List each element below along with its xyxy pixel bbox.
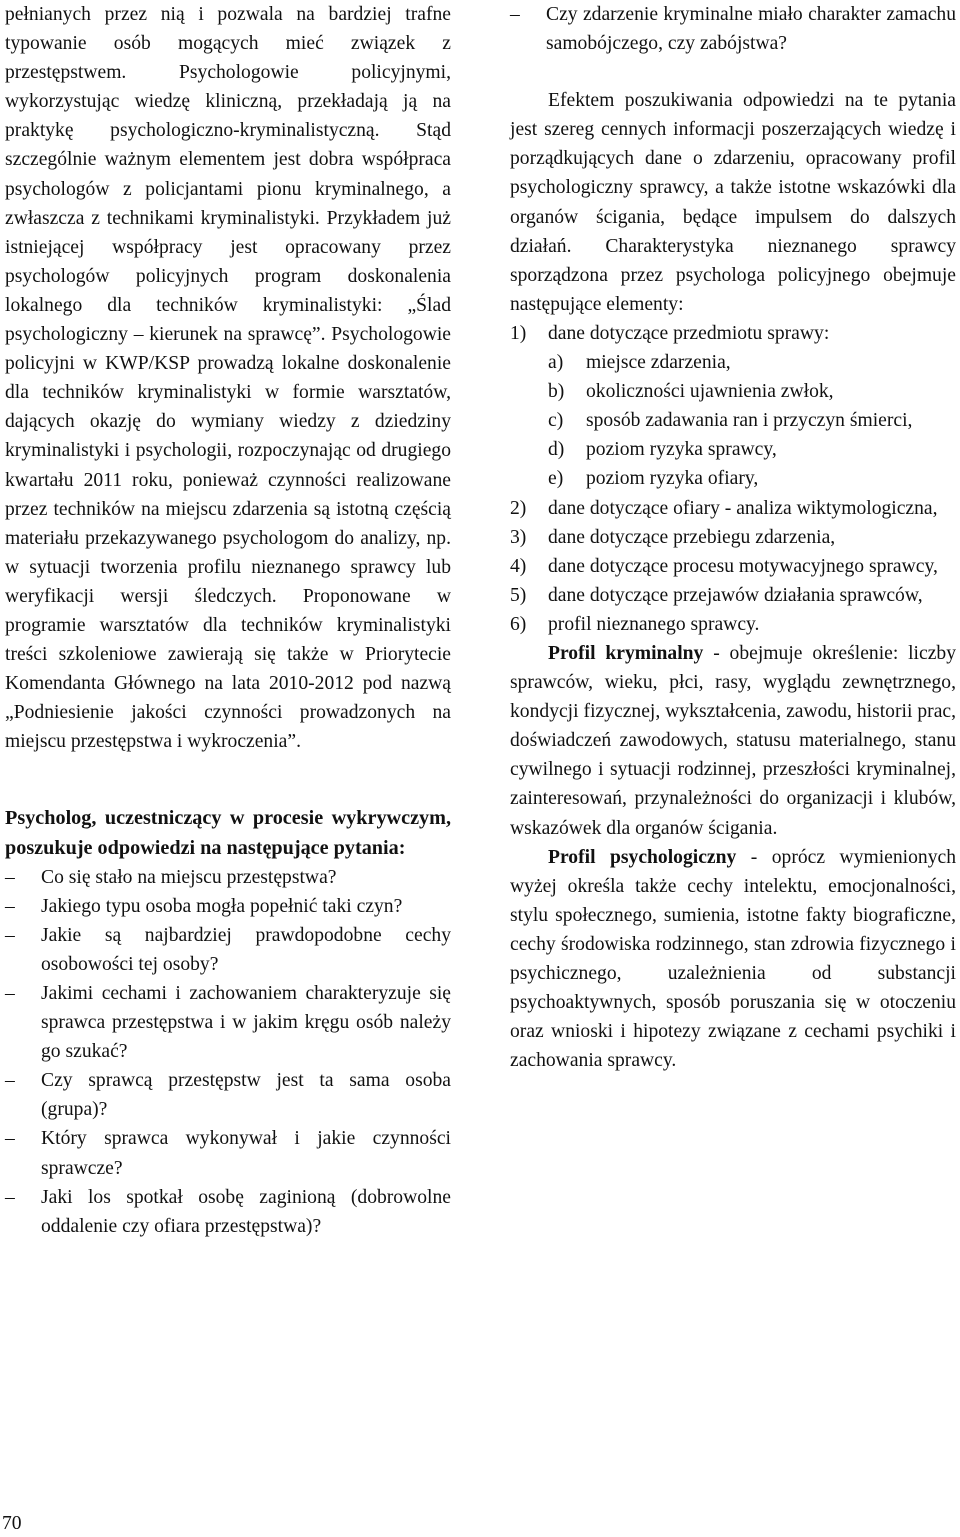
- list-item: [510, 581, 956, 610]
- question-item: [510, 0, 956, 58]
- sub-list-item: [548, 377, 956, 406]
- profil-kryminalny-paragraph: [510, 639, 956, 843]
- list-item: [510, 523, 956, 552]
- profil-psychologiczny-term: Profil psychologiczny: [548, 846, 737, 868]
- list-item-text: dane dotyczące przedmiotu sprawy:: [548, 322, 830, 344]
- profil-kryminalny-text: - obejmuje określenie: liczby sprawców, wieku, płci, rasy, wyglądu zewnętrznego, kondycji fizycznej, wykształcenia, zawodu, historii prac, doświadczeń zawodowych, statusu materialnego, stanu cywilnego i sytuacji rodzinnej, przeszłości kryminalnej, zainteresowań, przynależności do organizacji i klubów, wskazówek dla organów ścigania.: [510, 642, 956, 839]
- question-item: [5, 1066, 451, 1124]
- question-text: Który sprawca wykonywał i jakie czynności sprawcze?: [41, 1128, 451, 1179]
- question-text: Jakiego typu osoba mogła popełnić taki czyn?: [41, 895, 403, 917]
- list-marker: 1): [510, 322, 527, 344]
- question-text: Co się stało na miejscu przestępstwa?: [41, 866, 337, 888]
- dash-marker: –: [5, 895, 15, 917]
- list-marker: 2): [510, 497, 527, 519]
- dash-marker: –: [5, 924, 15, 946]
- question-text: Jakimi cechami i zachowaniem charakteryzuje się sprawca przestępstwa i w jakim kręgu osób należy go szukać?: [41, 983, 451, 1063]
- question-item: [5, 921, 451, 979]
- question-item: [5, 979, 451, 1066]
- list-item: [510, 494, 956, 523]
- sub-list-item: [548, 406, 956, 435]
- list-item-text: miejsce zdarzenia,: [586, 352, 731, 374]
- list-item-text: profil nieznanego sprawcy.: [548, 613, 760, 635]
- section-heading: Psycholog, uczestniczący w procesie wykrywczym, poszukuje odpowiedzi na następujące pytania:: [5, 807, 451, 859]
- dash-marker: –: [5, 1128, 15, 1150]
- list-item: [510, 610, 956, 639]
- list-item-text: okoliczności ujawnienia zwłok,: [586, 381, 834, 403]
- dash-marker: –: [510, 4, 520, 25]
- dash-marker: –: [5, 983, 15, 1004]
- question-item: [5, 1124, 451, 1182]
- sub-list-item: [548, 348, 956, 377]
- dash-marker: –: [5, 1186, 15, 1208]
- dash-marker: –: [5, 1070, 15, 1092]
- profile-elements-list: [510, 319, 956, 639]
- question-item: [5, 892, 451, 921]
- question-text: Jaki los spotkał osobę zaginioną (dobrowolne oddalenie czy ofiara przestępstwa)?: [41, 1186, 451, 1237]
- list-marker: 6): [510, 613, 527, 635]
- list-marker: 5): [510, 584, 527, 606]
- profil-psychologiczny-text: - oprócz wymienionych wyżej określa także cechy intelektu, emocjonalności, stylu społecznego, sumienia, istotne fakty biograficzne, cechy środowiska rodzinnego, stan zdrowia fizycznego i psychicznego, uzależnienia od substancji psychoaktywnych, sposób poruszania się w otoczeniu oraz wnioski i hipotezy związane z cechami psychiki i zachowania sprawcy.: [510, 846, 956, 1072]
- list-marker: 4): [510, 555, 527, 577]
- sub-list-item: [548, 435, 956, 464]
- question-text: Czy sprawcą przestępstw jest ta sama osoba (grupa)?: [41, 1070, 451, 1121]
- list-marker: a): [548, 352, 564, 374]
- question-item: [5, 1183, 451, 1241]
- list-item-text: poziom ryzyka ofiary,: [586, 468, 759, 490]
- list-item-text: sposób zadawania ran i przyczyn śmierci,: [586, 410, 913, 432]
- list-marker: e): [548, 468, 564, 490]
- list-item-text: poziom ryzyka sprawcy,: [586, 439, 777, 461]
- page-number: 70: [2, 1513, 22, 1534]
- question-text: Czy zdarzenie kryminalne miało charakter zamachu samobójczego, czy zabójstwa?: [546, 4, 956, 55]
- list-item: [510, 552, 956, 581]
- list-item-text: dane dotyczące przebiegu zdarzenia,: [548, 526, 836, 548]
- list-item: [510, 319, 956, 494]
- sub-list: [548, 348, 956, 493]
- question-item: [5, 863, 451, 892]
- list-item-text: dane dotyczące przejawów działania sprawców,: [548, 584, 923, 606]
- body-paragraph: Efektem poszukiwania odpowiedzi na te pytania jest szereg cennych informacji poszerzających wiedzę i porządkujących dane o zdarzeniu, opracowany profil psychologiczny sprawcy, a także istotne wskazówki dla organów ścigania, będące impulsem do dalszych działań. Charakterystyka nieznanego sprawcy sporządzona przez psychologa policyjnego obejmuje następujące elementy:: [510, 90, 956, 315]
- sub-list-item: [548, 464, 956, 493]
- list-marker: d): [548, 439, 565, 461]
- left-column: [5, 0, 451, 1241]
- dash-marker: –: [5, 866, 15, 888]
- list-item-text: dane dotyczące procesu motywacyjnego sprawcy,: [548, 555, 938, 577]
- profil-psychologiczny-paragraph: [510, 843, 956, 1076]
- list-marker: c): [548, 410, 564, 432]
- list-item-text: dane dotyczące ofiary - analiza wiktymologiczna,: [548, 497, 938, 519]
- right-column: [510, 0, 956, 1075]
- body-paragraph: pełnianych przez nią i pozwala na bardziej trafne typowanie osób mogących mieć związek z przestępstwem. Psychologowie policyjnymi, wykorzystując wiedzę kliniczną, przekładają ją na praktykę psychologiczno-kryminalistyczną. Stąd szczególnie ważnym elementem jest dobra współpraca psychologów z policjantami pionu kryminalnego, a zwłaszcza z technikami kryminalistyki. Przykładem już istniejącej współpracy jest opracowany przez psychologów policyjnych program doskonalenia lokalnego dla techników kryminalistyki: „Ślad psychologiczny – kierunek na sprawcę”. Psychologowie policyjni w KWP/KSP prowadzą lokalne doskonalenie dla techników kryminalistyki w formie warsztatów, dających okazję do wymiany wiedzy z dziedziny kryminalistyki i psychologii, rozpoczynając od drugiego kwartału 2011 roku, ponieważ czynności realizowane przez techników na miejscu zdarzenia są istotną częścią materiału przekazywanego psychologom do analizy, np. w sytuacji tworzenia profilu nieznanego sprawcy lub weryfikacji wersji śledczych. Proponowane w programie warsztatów dla techników kryminalistyki treści szkoleniowe zawierają się także w Priorytecie Komendanta Głównego na lata 2010-2012 pod nazwą „Podniesienie jakości czynności prowadzonych na miejscu przestępstwa i wykroczenia”.: [5, 4, 451, 753]
- question-list: [5, 863, 451, 1241]
- list-marker: b): [548, 381, 565, 403]
- profil-kryminalny-term: Profil kryminalny: [548, 642, 704, 664]
- list-marker: 3): [510, 526, 527, 548]
- question-text: Jakie są najbardziej prawdopodobne cechy osobowości tej osoby?: [41, 924, 451, 975]
- question-list-continued: [510, 0, 956, 58]
